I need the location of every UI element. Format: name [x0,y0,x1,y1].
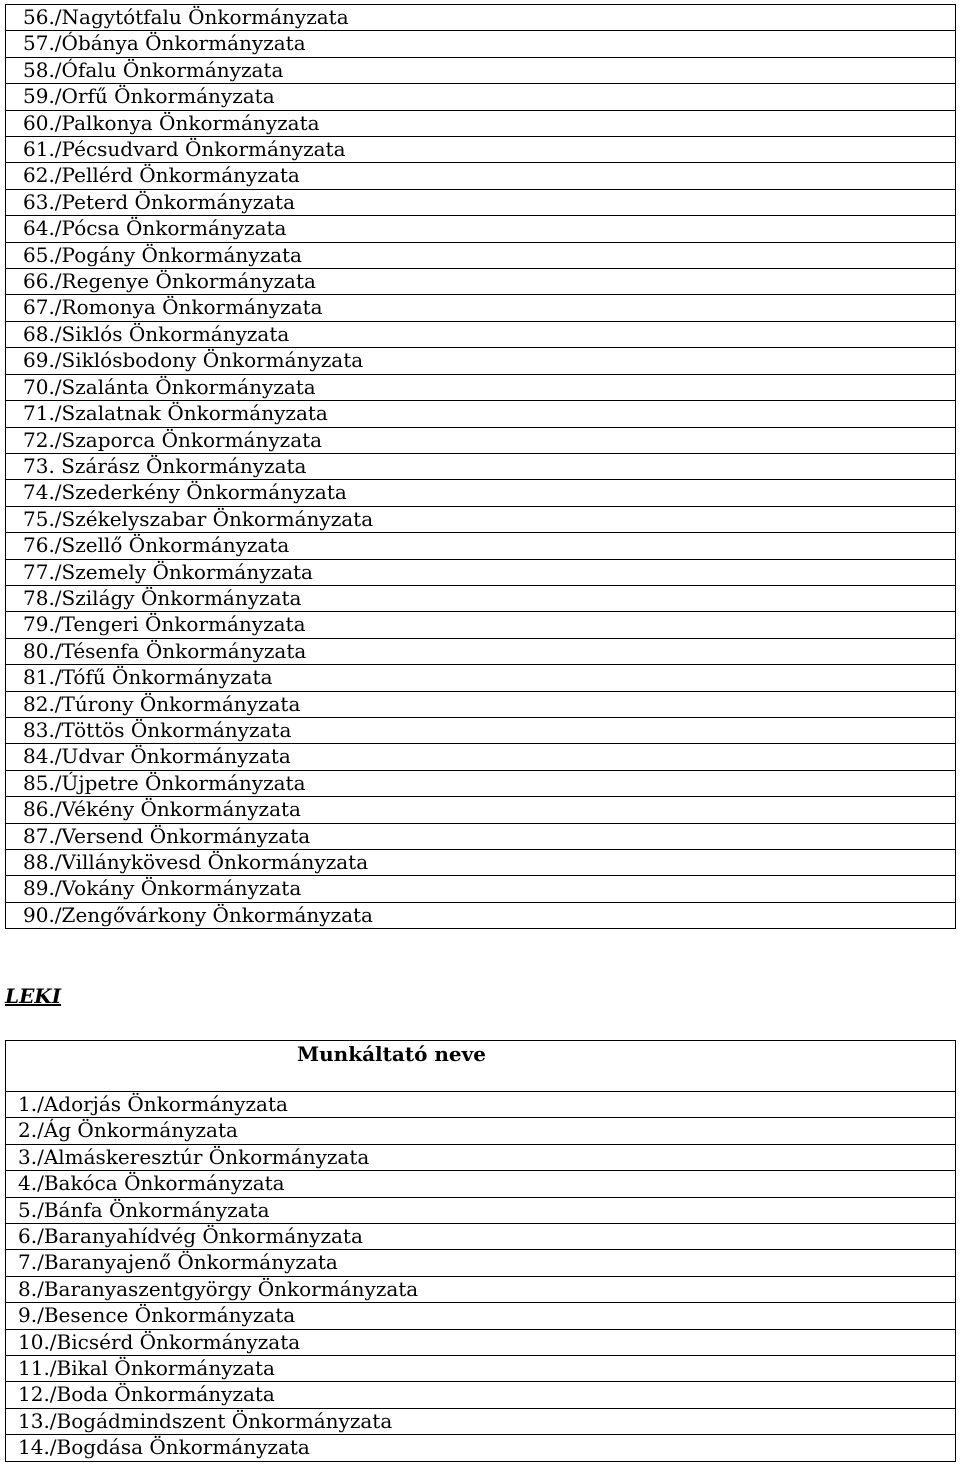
employer-name-cell: 61./Pécsudvard Önkormányzata [6,137,956,163]
table-header-row [6,1041,956,1092]
employer-name-cell: 72./Szaporca Önkormányzata [6,427,956,453]
employer-name-cell: 8./Baranyaszentgyörgy Önkormányzata [6,1276,956,1302]
employer-name-cell: 68./Siklós Önkormányzata [6,321,956,347]
employer-name-cell: 62./Pellérd Önkormányzata [6,163,956,189]
table-row [6,321,956,347]
employer-name-cell: 13./Bogádmindszent Önkormányzata [6,1408,956,1434]
employer-name-cell: 10./Bicsérd Önkormányzata [6,1329,956,1355]
table-row [6,216,956,242]
employer-name-cell: 88./Villánykövesd Önkormányzata [6,850,956,876]
employer-name-cell: 14./Bogdása Önkormányzata [6,1435,956,1461]
table-row [6,374,956,400]
table-row [6,1092,956,1118]
employer-name-cell: 74./Szederkény Önkormányzata [6,480,956,506]
table-row [6,533,956,559]
employer-name-cell: 87./Versend Önkormányzata [6,823,956,849]
table-row [6,1303,956,1329]
employer-name-cell: 82./Túrony Önkormányzata [6,691,956,717]
table-row [6,163,956,189]
table-row [6,1408,956,1434]
employer-name-cell: 90./Zengővárkony Önkormányzata [6,902,956,928]
employer-list-body-2 [6,1041,956,1462]
employer-name-cell: 64./Pócsa Önkormányzata [6,216,956,242]
employer-name-cell: 56./Nagytótfalu Önkormányzata [6,5,956,31]
table-row [6,295,956,321]
employer-name-cell: 83./Töttös Önkormányzata [6,717,956,743]
table-row [6,1118,956,1144]
column-header-employer-name: Munkáltató neve [297,1042,486,1066]
table-row [6,348,956,374]
table-row [6,1144,956,1170]
employer-name-cell: 70./Szalánta Önkormányzata [6,374,956,400]
employer-name-cell: 11./Bikal Önkormányzata [6,1356,956,1382]
table-row [6,189,956,215]
employer-name-cell: 67./Romonya Önkormányzata [6,295,956,321]
table-row [6,691,956,717]
employer-name-cell: 79./Tengeri Önkormányzata [6,612,956,638]
employer-list-table-1 [5,4,956,929]
table-row [6,401,956,427]
table-row [6,57,956,83]
table-row [6,5,956,31]
employer-name-cell: 5./Bánfa Önkormányzata [6,1197,956,1223]
employer-name-cell: 69./Siklósbodony Önkormányzata [6,348,956,374]
table-row [6,1276,956,1302]
table-row [6,506,956,532]
employer-name-cell: 65./Pogány Önkormányzata [6,242,956,268]
table-row [6,1382,956,1408]
table-row [6,1329,956,1355]
table-row [6,84,956,110]
employer-name-cell: 63./Peterd Önkormányzata [6,189,956,215]
table-row [6,559,956,585]
table-row [6,585,956,611]
table-row [6,1435,956,1461]
employer-name-cell: 60./Palkonya Önkormányzata [6,110,956,136]
table-row [6,453,956,479]
employer-name-cell: 81./Tófű Önkormányzata [6,665,956,691]
table-row [6,612,956,638]
table-row [6,770,956,796]
employer-name-cell: 85./Újpetre Önkormányzata [6,770,956,796]
employer-name-cell: 71./Szalatnak Önkormányzata [6,401,956,427]
table-row [6,665,956,691]
employer-name-cell: 1./Adorjás Önkormányzata [6,1092,956,1118]
employer-name-cell: 9./Besence Önkormányzata [6,1303,956,1329]
employer-name-cell: 80./Tésenfa Önkormányzata [6,638,956,664]
employer-name-cell: 6./Baranyahídvég Önkormányzata [6,1224,956,1250]
table-row [6,850,956,876]
table-row [6,638,956,664]
section-title-leki: LEKI [5,984,62,1008]
table-row [6,427,956,453]
employer-name-cell: 78./Szilágy Önkormányzata [6,585,956,611]
table-row [6,717,956,743]
employer-name-cell: 77./Szemely Önkormányzata [6,559,956,585]
table-row [6,137,956,163]
employer-name-cell: 7./Baranyajenő Önkormányzata [6,1250,956,1276]
table-row [6,823,956,849]
employer-name-cell: 84./Udvar Önkormányzata [6,744,956,770]
table-row [6,1171,956,1197]
employer-name-cell: 58./Ófalu Önkormányzata [6,57,956,83]
employer-name-cell: 89./Vokány Önkormányzata [6,876,956,902]
table-row [6,480,956,506]
employer-name-cell: 75./Székelyszabar Önkormányzata [6,506,956,532]
table-row [6,110,956,136]
employer-name-cell: 2./Ág Önkormányzata [6,1118,956,1144]
employer-name-cell: 73. Szárász Önkormányzata [6,453,956,479]
table-row [6,1356,956,1382]
table-row [6,797,956,823]
employer-list-table-2 [5,1040,956,1462]
employer-name-cell: 4./Bakóca Önkormányzata [6,1171,956,1197]
employer-name-cell: 66./Regenye Önkormányzata [6,269,956,295]
employer-name-cell: 3./Almáskeresztúr Önkormányzata [6,1144,956,1170]
table-row [6,902,956,928]
table-row [6,876,956,902]
employer-name-cell: 12./Boda Önkormányzata [6,1382,956,1408]
table-row [6,744,956,770]
table-row [6,1250,956,1276]
table-row [6,31,956,57]
table-row [6,1224,956,1250]
table-row [6,242,956,268]
employer-name-cell: 59./Orfű Önkormányzata [6,84,956,110]
employer-name-cell: 76./Szellő Önkormányzata [6,533,956,559]
table-header-cell [6,1041,956,1092]
employer-name-cell: 86./Vékény Önkormányzata [6,797,956,823]
employer-list-body-1 [6,5,956,929]
employer-name-cell: 57./Óbánya Önkormányzata [6,31,956,57]
table-row [6,269,956,295]
table-row [6,1197,956,1223]
